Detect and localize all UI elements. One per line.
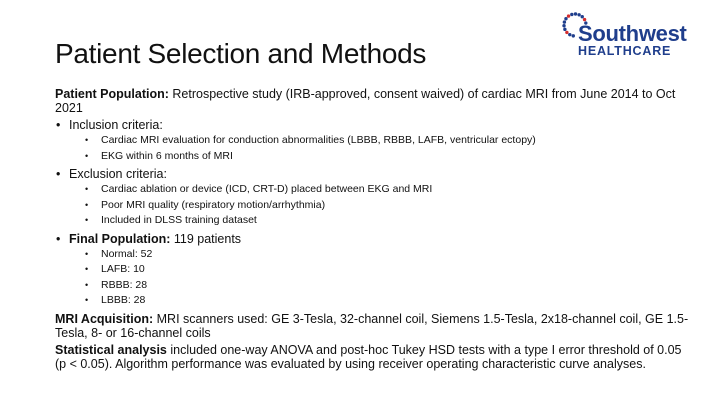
final-population-text: 119 patients — [173, 231, 242, 246]
slide-title: Patient Selection and Methods — [55, 38, 427, 69]
logo-dot — [574, 12, 577, 15]
mri-acquisition-text: MRI scanners used: GE 3-Tesla, 32-channel coil, Siemens 1.5-Tesla, 2x18-channel coil, GE 1.5-Tesla, 8- or 16-channel coils — [55, 311, 689, 340]
logo-subtitle: HEALTHCARE — [578, 44, 672, 58]
statistical-analysis-label: Statistical analysis — [55, 342, 167, 357]
patient-population-label: Patient Population: — [55, 87, 169, 101]
logo-dot — [581, 15, 584, 18]
logo-dot — [565, 31, 568, 34]
list-item: • Poor MRI quality (respiratory motion/arrhythmia) — [83, 198, 695, 214]
statistical-analysis — [55, 343, 695, 371]
exclusion-criteria — [55, 167, 695, 229]
list-item: • EKG within 6 months of MRI — [83, 149, 695, 165]
logo-name: Southwest — [578, 21, 687, 46]
inclusion-label: Inclusion criteria: — [69, 118, 163, 132]
logo-dot — [563, 20, 566, 23]
mri-acquisition — [55, 312, 695, 340]
logo-dot — [570, 13, 573, 16]
list-item: • Normal: 52 — [83, 247, 695, 263]
list-item: • LBBB: 28 — [83, 293, 695, 309]
list-item: • Cardiac MRI evaluation for conduction abnormalities (LBBB, RBBB, LAFB, ventricular ectopy) — [83, 133, 695, 149]
final-population-label: Final Population: — [69, 231, 171, 246]
final-population — [55, 232, 695, 309]
slide-body — [55, 87, 695, 371]
final-population-sublist — [69, 247, 695, 309]
logo-dot — [577, 13, 580, 16]
logo-dot — [567, 14, 570, 17]
exclusion-label: Exclusion criteria: — [69, 167, 167, 181]
logo-dot — [568, 33, 571, 36]
list-item: • RBBB: 28 — [83, 278, 695, 294]
patient-population — [55, 87, 695, 115]
list-item: • Included in DLSS training dataset — [83, 213, 695, 229]
mri-acquisition-label: MRI Acquisition: — [55, 311, 154, 326]
list-item: • Cardiac ablation or device (ICD, CRT-D) placed between EKG and MRI — [83, 182, 695, 198]
statistical-analysis-text: included one-way ANOVA and post-hoc Tukey HSD tests with a type I error threshold of 0.05 (p < 0.05). Algorithm performance was evaluated by using receiver operating characteristic curve analyses. — [55, 342, 682, 371]
southwest-healthcare-logo — [560, 8, 710, 60]
logo-dot — [572, 34, 575, 37]
criteria-list — [55, 118, 695, 309]
exclusion-sublist — [69, 182, 695, 229]
patient-population-text: Retrospective study (IRB-approved, consent waived) of cardiac MRI from June 2014 to Oct 2021 — [55, 87, 676, 115]
logo-dot — [563, 28, 566, 31]
logo-dot — [562, 24, 565, 27]
list-item: • LAFB: 10 — [83, 262, 695, 278]
inclusion-criteria — [55, 118, 695, 164]
logo-dot — [564, 17, 567, 20]
inclusion-sublist — [69, 133, 695, 164]
